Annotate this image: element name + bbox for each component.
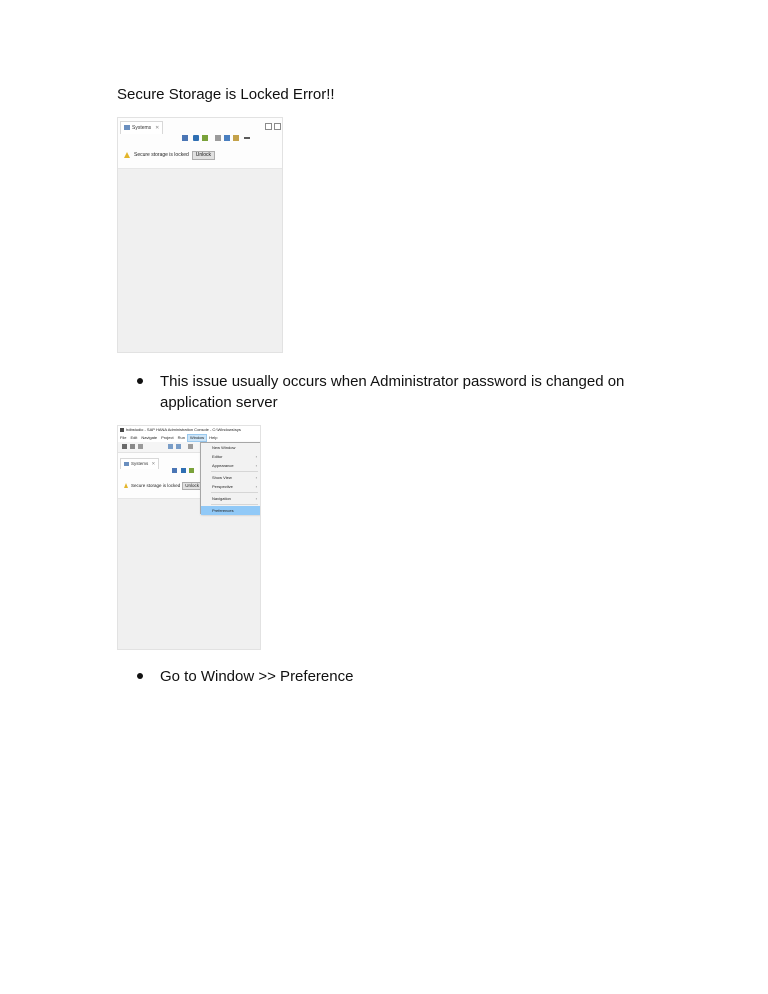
refresh-icon[interactable]: [202, 135, 208, 141]
secure-storage-message: [124, 151, 215, 160]
menu-item-label: Perspective: [212, 484, 233, 489]
unlock-button[interactable]: Unlock: [192, 151, 215, 160]
systems-icon: [124, 125, 130, 130]
warning-icon: [124, 483, 128, 488]
minimize-icon[interactable]: [265, 123, 272, 130]
menu-item-navigation[interactable]: [201, 494, 260, 503]
systems-tab-label: Systems: [131, 461, 149, 466]
menu-item-label: New Window: [212, 445, 236, 450]
maximize-icon[interactable]: [274, 123, 281, 130]
chevron-right-icon: ›: [255, 484, 257, 489]
warning-icon: [124, 152, 130, 158]
close-icon[interactable]: ✕: [155, 125, 160, 131]
menu-item-label: Appearance: [212, 463, 234, 468]
bullet-icon: [137, 378, 143, 384]
screenshot-window-menu: [117, 425, 261, 650]
lock-message-text: Secure storage is locked: [131, 483, 181, 488]
chevron-right-icon: ›: [255, 475, 257, 480]
menu-separator: [211, 471, 258, 472]
screenshot-secure-storage-locked: [117, 117, 283, 353]
document-title: Secure Storage is Locked Error!!: [117, 86, 335, 103]
menu-navigate[interactable]: Navigate: [141, 435, 158, 440]
back-icon[interactable]: [168, 444, 173, 449]
menu-item-label: Editor: [212, 454, 223, 459]
menu-separator: [211, 504, 258, 505]
menu-item-label: Preferences: [212, 508, 234, 513]
chevron-right-icon: ›: [255, 463, 257, 468]
close-icon[interactable]: ✕: [151, 461, 156, 466]
window-menu-dropdown: [200, 442, 261, 514]
systems-view-panel: [118, 118, 283, 169]
menu-run[interactable]: Run: [177, 435, 185, 440]
chevron-right-icon: ›: [255, 496, 257, 501]
menu-project[interactable]: Project: [161, 435, 174, 440]
view-menu-icon[interactable]: [244, 137, 250, 139]
new-icon[interactable]: [122, 444, 127, 449]
menu-item-editor[interactable]: [201, 452, 260, 461]
systems-icon: [124, 462, 129, 466]
menu-window[interactable]: Window: [187, 434, 207, 442]
refresh-icon[interactable]: [189, 468, 194, 473]
menu-edit[interactable]: Edit: [130, 435, 138, 440]
collapse-all-icon[interactable]: [224, 135, 230, 141]
menu-item-label: Show View: [212, 475, 232, 480]
window-title: hdbstudio - SAP HANA Administration Console - C:\Windows\sys: [126, 427, 241, 432]
window-title-bar: [118, 426, 261, 434]
systems-view-tab[interactable]: [120, 121, 163, 134]
menu-separator: [211, 492, 258, 493]
menu-bar: [118, 434, 261, 442]
chevron-right-icon: ›: [255, 454, 257, 459]
secure-storage-message: [124, 482, 202, 490]
bullet-icon: [137, 673, 143, 679]
systems-tab-label: Systems: [132, 125, 152, 131]
unlock-button[interactable]: Unlock: [182, 482, 202, 490]
systems-view-tab[interactable]: [120, 458, 159, 469]
sql-console-icon[interactable]: [193, 135, 199, 141]
link-icon[interactable]: [233, 135, 239, 141]
menu-item-new-window[interactable]: [201, 443, 260, 452]
menu-file[interactable]: File: [120, 435, 127, 440]
menu-help[interactable]: Help: [209, 435, 218, 440]
forward-icon[interactable]: [176, 444, 181, 449]
menu-item-appearance[interactable]: [201, 461, 260, 470]
menu-item-perspective[interactable]: [201, 482, 260, 491]
sql-console-icon[interactable]: [181, 468, 186, 473]
lock-message-text: Secure storage is locked: [134, 152, 189, 158]
bullet-text: Go to Window >> Preference: [160, 668, 354, 685]
menu-item-preferences[interactable]: [201, 506, 260, 515]
filter-icon[interactable]: [215, 135, 221, 141]
search-icon[interactable]: [188, 444, 193, 449]
bullet-text: This issue usually occurs when Administrator password is changed on application server: [160, 373, 625, 411]
add-system-icon[interactable]: [182, 135, 188, 141]
app-icon: [120, 428, 124, 432]
save-icon[interactable]: [130, 444, 135, 449]
menu-item-label: Navigation: [212, 496, 231, 501]
add-system-icon[interactable]: [172, 468, 177, 473]
print-icon[interactable]: [138, 444, 143, 449]
menu-item-show-view[interactable]: [201, 473, 260, 482]
